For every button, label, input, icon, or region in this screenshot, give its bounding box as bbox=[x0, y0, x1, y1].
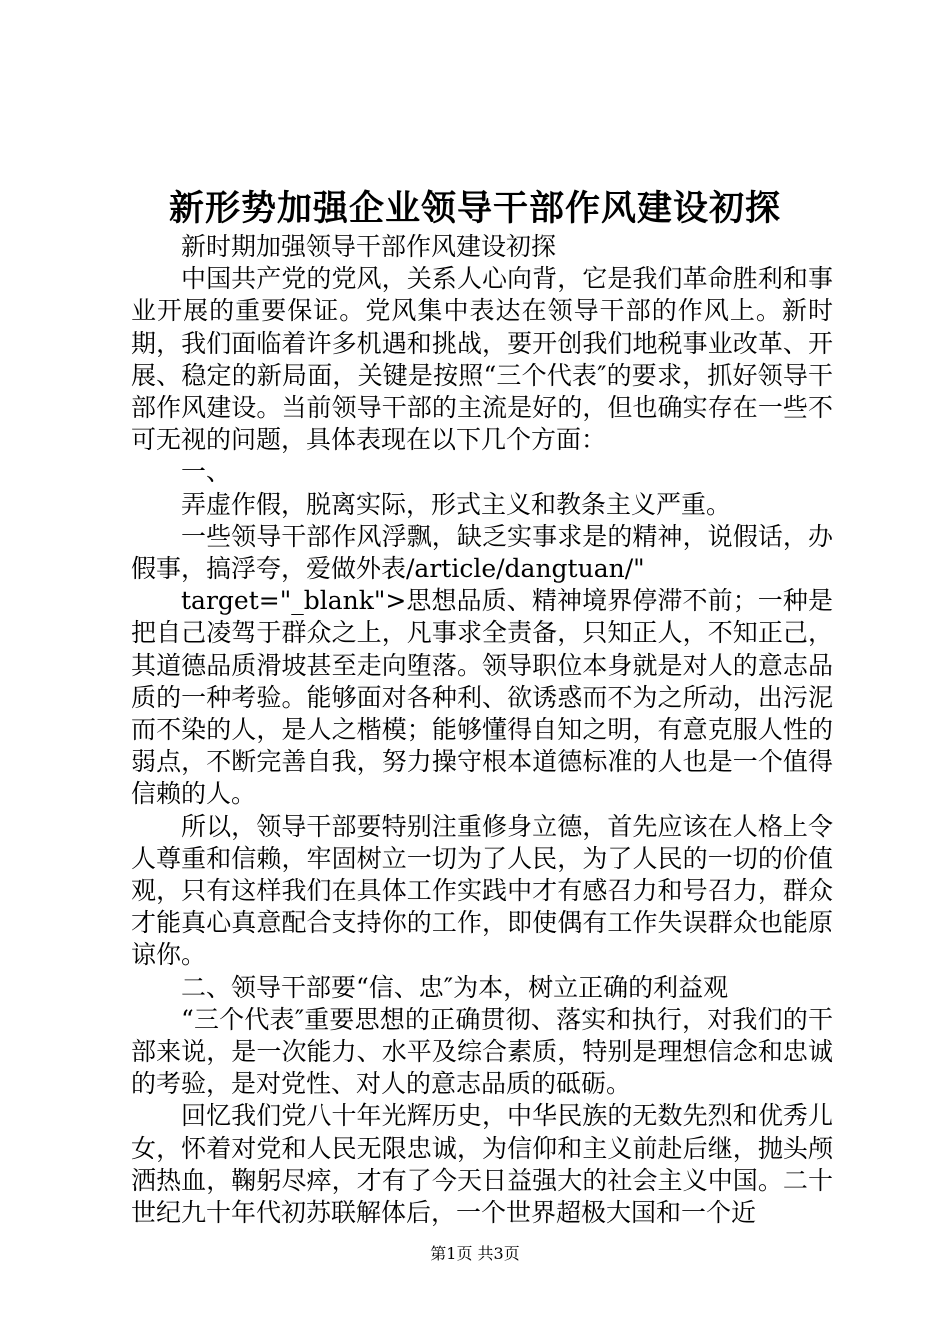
paragraph: 回忆我们党八十年光辉历史，中华民族的无数先烈和优秀儿女，怀着对党和人民无限忠诚，为信仰和主义前赴后继，抛头颅洒热血，鞠躬尽瘁，才有了今天日益强大的社会主义中国。二十世纪九十年代初苏联解体后，一个世界超极大国和一个近 bbox=[131, 1101, 833, 1228]
paragraph: 所以，领导干部要特别注重修身立德，首先应该在人格上令人尊重和信赖，牢固树立一切为了人民，为了人民的一切的价值观，只有这样我们在具体工作实践中才有感召力和号召力，群众才能真心真意配合支持你的工作，即使偶有工作失误群众也能原谅你。 bbox=[131, 811, 833, 970]
page-indicator: 第1页 共3页 bbox=[430, 1244, 520, 1263]
paragraph: 二、领导干部要“信、忠″为本，树立正确的利益观 bbox=[181, 972, 729, 1002]
document-title: 新形势加强企业领导干部作风建设初探 bbox=[168, 188, 781, 229]
paragraph: “三个代表″重要思想的正确贯彻、落实和执行，对我们的干部来说，是一次能力、水平及综合素质，特别是理想信念和忠诚的考验，是对党性、对人的意志品质的砥砺。 bbox=[131, 1004, 833, 1099]
paragraph: 新时期加强领导干部作风建设初探 bbox=[181, 232, 557, 261]
paragraph: 弄虚作假，脱离实际，形式主义和教条主义严重。 bbox=[181, 489, 732, 519]
paragraph: target="_blank">思想品质、精神境界停滞不前；一种是把自己凌驾于群众之上，凡事求全责备，只知正人，不知正己，其道德品质滑坡甚至走向堕落。领导职位本身就是对人的意志品质的一种考验。能够面对各种利、欲诱惑而不为之所动，出污泥而不染的人，是人之楷模；能够懂得自知之明，有意克服人性的弱点，不断完善自我，努力操守根本道德标准的人也是一个值得信赖的人。 bbox=[131, 586, 833, 809]
paragraph: 一些领导干部作风浮飘，缺乏实事求是的精神，说假话，办假事，搞浮夸，爱做外表/article/dangtuan/" bbox=[131, 521, 833, 584]
document-body bbox=[131, 231, 833, 1229]
paragraph: 中国共产党的党风，关系人心向背，它是我们革命胜利和事业开展的重要保证。党风集中表达在领导干部的作风上。新时期，我们面临着许多机遇和挑战，要开创我们地税事业改革、开展、稳定的新局面，关键是按照“三个代表″的要求，抓好领导干部作风建设。当前领导干部的主流是好的，但也确实存在一些不可无视的问题，具体表现在以下几个方面： bbox=[131, 264, 833, 455]
paragraph: 一、 bbox=[181, 457, 232, 487]
